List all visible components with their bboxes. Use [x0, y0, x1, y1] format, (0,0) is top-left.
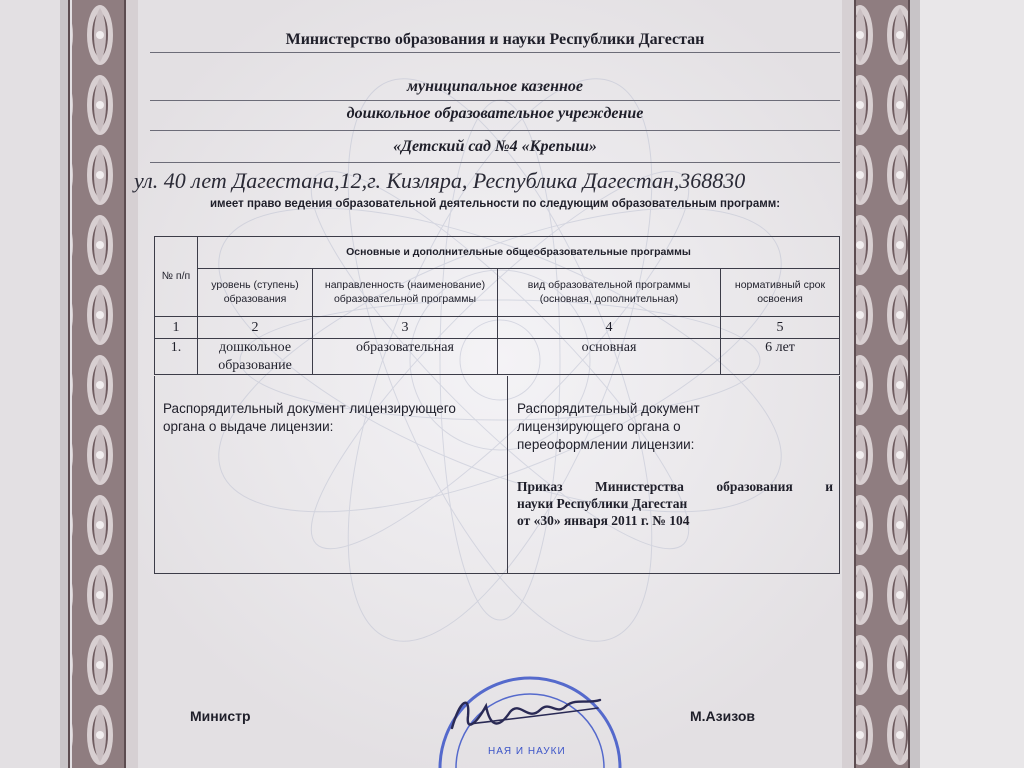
- row-kind: основная: [498, 339, 721, 375]
- org-address: ул. 40 лет Дагестана,12,г. Кизляра, Республика Дагестан,368830: [134, 168, 746, 193]
- row-level: дошкольное образование: [198, 339, 313, 375]
- divider-line: [150, 162, 840, 163]
- row-number: 1.: [155, 339, 198, 375]
- header-kind: вид образовательной программы (основная, дополнительная): [498, 269, 721, 317]
- row-term: 6 лет: [721, 339, 840, 375]
- header-programs: Основные и дополнительные общеобразовательные программы: [198, 237, 840, 269]
- row-direction: образовательная: [313, 339, 498, 375]
- org-name: «Детский сад №4 «Крепыш»: [393, 138, 597, 155]
- header-direction: направленность (наименование) образовательной программы: [313, 269, 498, 317]
- issue-document-label: Распорядительный документ лицензирующего органа о выдаче лицензии:: [163, 401, 456, 434]
- issuer-title: Министерство образования и науки Республики Дагестан: [285, 31, 705, 48]
- order-line-3: от «30» января 2011 г. № 104: [517, 513, 690, 528]
- intro-text: имеет право ведения образовательной деятельности по следующим образовательным программ:: [209, 198, 781, 210]
- header-number: № п/п: [155, 237, 198, 317]
- divider-line: [507, 376, 508, 573]
- org-type-line-2: дошкольное образовательное учреждение: [346, 105, 644, 122]
- column-number: 3: [313, 317, 498, 339]
- seal-text: НАЯ И НАУКИ: [488, 746, 566, 757]
- header-term: нормативный срок освоения: [721, 269, 840, 317]
- signer-name: М.Азизов: [690, 708, 755, 724]
- order-line-2: науки Республики Дагестан: [517, 496, 688, 511]
- divider-line: [150, 52, 840, 53]
- divider-line: [150, 130, 840, 131]
- license-documents-box: [154, 376, 840, 574]
- reissue-document-label: Распорядительный документ лицензирующего органа о переоформлении лицензии:: [517, 401, 700, 452]
- order-line-1: Приказ Министерства образования и: [517, 479, 833, 494]
- column-number: 5: [721, 317, 840, 339]
- column-number: 2: [198, 317, 313, 339]
- signer-title: Министр: [190, 708, 251, 724]
- column-number: 1: [155, 317, 198, 339]
- org-type-line-1: муниципальное казенное: [407, 78, 583, 95]
- header-level: уровень (ступень) образования: [198, 269, 313, 317]
- programs-table: [154, 236, 840, 375]
- divider-line: [150, 100, 840, 101]
- reissue-order: [517, 478, 833, 529]
- column-number: 4: [498, 317, 721, 339]
- table-row: [155, 339, 840, 375]
